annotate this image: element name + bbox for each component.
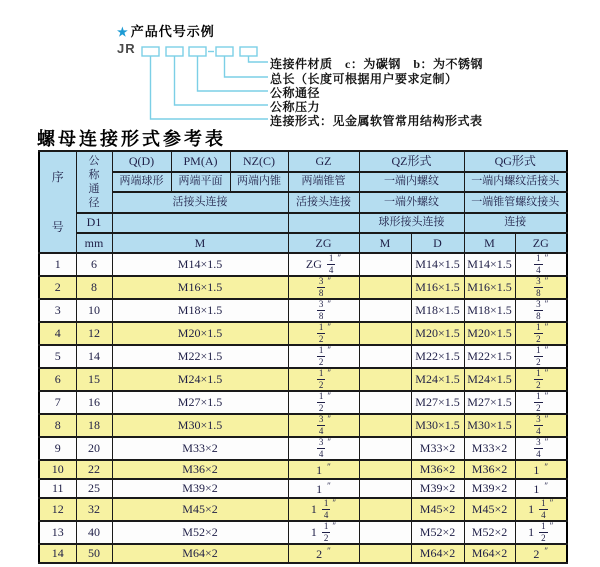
inch-mark: ″ (332, 498, 337, 508)
code-label-material: 连接件材质 c：为碳钢 b：为不锈钢 (270, 57, 484, 71)
inch-mark: ″ (544, 276, 549, 286)
inch-mark: ″ (544, 299, 549, 309)
inch-mark: ″ (544, 414, 549, 424)
header-col-pm: PM(A) (171, 151, 230, 172)
fraction: $\frac{3}{4}$ (318, 414, 324, 436)
cell-qg-m: M27×1.5 (464, 391, 515, 414)
cell-gz (288, 437, 359, 460)
code-label-length: 总长（长度可根据用户要求定制） (270, 72, 458, 86)
cell-qz-m (359, 521, 411, 544)
cell-qg-zg (515, 521, 567, 544)
star-icon: ★ (117, 25, 129, 39)
code-prefix: JR (117, 41, 136, 56)
table-row (39, 368, 567, 391)
fraction: $\frac{1}{2}$ (536, 368, 541, 390)
fraction: $\frac{3}{8}$ (536, 299, 541, 321)
cell-qz-d: M64×2 (411, 544, 464, 563)
header-unit-qz-m: M (359, 233, 411, 253)
cell-qg-zg (515, 322, 567, 345)
cell-qg-zg (515, 498, 567, 521)
cell-m: M33×2 (112, 437, 288, 460)
table-row (39, 414, 567, 437)
cell-qz-m (359, 479, 411, 498)
header-union-gz: 活接头连接 (288, 192, 359, 213)
cell-qg-m: M14×1.5 (464, 253, 515, 276)
header-col-nz: NZ(C) (230, 151, 288, 172)
header-row-2 (39, 172, 567, 193)
cell-no: 1 (39, 253, 76, 276)
cell-qz-m (359, 437, 411, 460)
cell-m: M14×1.5 (112, 253, 288, 276)
header-col-qz: QZ形式 (359, 151, 464, 172)
cell-qz-d: M33×2 (411, 437, 464, 460)
cell-gz (288, 460, 359, 479)
cell-qg-m: M33×2 (464, 437, 515, 460)
value-text: 1 (316, 462, 326, 477)
fraction: $\frac{1}{2}$ (318, 391, 324, 413)
cell-qz-m (359, 391, 411, 414)
cell-qz-d: M30×1.5 (411, 414, 464, 437)
cell-m: M27×1.5 (112, 391, 288, 414)
cell-no: 14 (39, 544, 76, 563)
code-label-pressure: 公称压力 (270, 100, 321, 114)
fraction: $\frac{1}{2}$ (318, 322, 324, 344)
connector-line-form (151, 56, 269, 119)
cell-qz-m (359, 253, 411, 276)
cell-m: M30×1.5 (112, 414, 288, 437)
header-sub-gz: 两端锥管 (288, 172, 359, 193)
fraction: $\frac{1}{4}$ (328, 253, 334, 275)
inch-mark: ″ (544, 437, 549, 447)
cell-no: 8 (39, 414, 76, 437)
cell-qz-m (359, 498, 411, 521)
header-ball-joint-qz: 球形接头连接 (359, 213, 464, 233)
inch-mark: ″ (327, 480, 331, 491)
cell-qz-d: M14×1.5 (411, 253, 464, 276)
cell-qz-d: M36×2 (411, 460, 464, 479)
cell-qg-m: M45×2 (464, 498, 515, 521)
cell-no: 12 (39, 498, 76, 521)
connector-line-diameter (198, 56, 269, 91)
code-label-form: 连接形式：见金属软管常用结构形式表 (270, 114, 483, 128)
cell-dn: 16 (76, 391, 112, 414)
fraction: $\frac{3}{4}$ (536, 414, 541, 436)
table-body (39, 253, 567, 563)
inch-mark: ″ (549, 498, 554, 508)
header-connect-qg: 连接 (464, 213, 567, 233)
inch-mark: ″ (327, 322, 332, 332)
cell-qg-m: M18×1.5 (464, 299, 515, 322)
header-dn: 公称通径 (76, 151, 112, 213)
header-mm: mm (76, 233, 112, 253)
header-union-qpmnz: 活接头连接 (112, 192, 288, 213)
cell-gz (288, 299, 359, 322)
inch-mark: ″ (544, 391, 549, 401)
cell-qg-zg (515, 460, 567, 479)
inch-mark: ″ (332, 521, 337, 531)
header-row-5 (39, 233, 567, 253)
inch-mark: ″ (544, 545, 549, 556)
header-taper-joint-qg: 一端锥管螺纹接头 (464, 192, 567, 213)
cell-no: 9 (39, 437, 76, 460)
code-box-3 (189, 47, 206, 56)
cell-no: 6 (39, 368, 76, 391)
table-row (39, 498, 567, 521)
cell-gz (288, 253, 359, 276)
cell-m: M52×2 (112, 521, 288, 544)
cell-qg-m: M22×1.5 (464, 345, 515, 368)
cell-gz (288, 276, 359, 299)
cell-qg-zg (515, 414, 567, 437)
inch-mark: ″ (549, 521, 554, 531)
table-row (39, 544, 567, 563)
diagram-title (117, 21, 215, 40)
cell-dn: 32 (76, 498, 112, 521)
cell-qz-d: M18×1.5 (411, 299, 464, 322)
cell-m: M45×2 (112, 498, 288, 521)
cell-no: 2 (39, 276, 76, 299)
table-row (39, 299, 567, 322)
cell-dn: 18 (76, 414, 112, 437)
cell-qz-m (359, 368, 411, 391)
value-text: 1 (528, 525, 538, 540)
cell-dn: 10 (76, 299, 112, 322)
cell-qz-d: M52×2 (411, 521, 464, 544)
cell-qz-m (359, 345, 411, 368)
header-row-1 (39, 151, 567, 172)
inch-mark: ″ (544, 461, 549, 472)
value-text: 1 (310, 525, 320, 540)
inch-mark: ″ (544, 480, 549, 491)
value-text: 1 (533, 462, 543, 477)
header-d1: D1 (76, 213, 112, 233)
header-sub-q: 两端球形 (112, 172, 171, 193)
header-col-q: Q(D) (112, 151, 171, 172)
cell-qz-m (359, 276, 411, 299)
inch-mark: ″ (327, 368, 332, 378)
header-sub-qz: 一端内螺纹 (359, 172, 464, 193)
inch-mark: ″ (327, 545, 331, 556)
header-empty-gz (288, 213, 359, 233)
header-unit-zg: ZG (288, 233, 359, 253)
connector-line-pressure (175, 56, 269, 105)
fraction: $\frac{1}{2}$ (536, 391, 541, 413)
product-code-diagram (0, 0, 600, 134)
cell-qz-m (359, 322, 411, 345)
inch-mark: ″ (327, 345, 332, 355)
cell-qg-zg (515, 253, 567, 276)
value-text: ZG (305, 257, 325, 272)
header-ext-thread-qz: 一端外螺纹 (359, 192, 464, 213)
fraction: $\frac{3}{8}$ (536, 276, 541, 298)
fraction: $\frac{1}{2}$ (541, 521, 546, 543)
cell-qz-d: M16×1.5 (411, 276, 464, 299)
cell-gz (288, 414, 359, 437)
inch-mark: ″ (327, 299, 332, 309)
cell-qg-zg (515, 544, 567, 563)
table-row (39, 391, 567, 414)
header-col-qg: QG形式 (464, 151, 567, 172)
header-empty-qpmnz (112, 213, 288, 233)
cell-qg-m: M24×1.5 (464, 368, 515, 391)
inch-mark: ″ (327, 437, 332, 447)
header-sub-pm: 两端平面 (171, 172, 230, 193)
connector-line-length (225, 56, 269, 77)
fraction: $\frac{1}{4}$ (323, 498, 329, 520)
fraction: $\frac{1}{2}$ (536, 345, 541, 367)
cell-qg-m: M64×2 (464, 544, 515, 563)
inch-mark: ″ (327, 276, 332, 286)
header-sub-qg: 一端内螺纹活接头 (464, 172, 567, 193)
fraction: $\frac{3}{8}$ (318, 299, 324, 321)
cell-qz-d: M39×2 (411, 479, 464, 498)
cell-qg-zg (515, 479, 567, 498)
cell-qg-m: M52×2 (464, 521, 515, 544)
fraction: $\frac{1}{4}$ (541, 498, 546, 520)
cell-qz-m (359, 460, 411, 479)
fraction: $\frac{1}{2}$ (318, 345, 324, 367)
value-text: 1 (316, 481, 326, 496)
code-label-diameter: 公称通径 (270, 86, 321, 100)
header-unit-m: M (112, 233, 288, 253)
fraction: $\frac{1}{4}$ (536, 253, 541, 275)
cell-qg-m: M39×2 (464, 479, 515, 498)
cell-qg-zg (515, 345, 567, 368)
cell-qg-zg (515, 437, 567, 460)
connector-line-material (249, 56, 269, 62)
table-row (39, 521, 567, 544)
cell-gz (288, 391, 359, 414)
cell-qz-d: M20×1.5 (411, 322, 464, 345)
table-row (39, 460, 567, 479)
fraction: $\frac{3}{8}$ (318, 276, 324, 298)
cell-gz (288, 479, 359, 498)
cell-qz-m (359, 299, 411, 322)
cell-qg-m: M20×1.5 (464, 322, 515, 345)
fraction: $\frac{3}{4}$ (536, 437, 541, 459)
cell-no: 11 (39, 479, 76, 498)
cell-m: M64×2 (112, 544, 288, 563)
cell-gz (288, 498, 359, 521)
header-sub-nz: 两端内锥 (230, 172, 288, 193)
cell-qg-zg (515, 368, 567, 391)
value-text: 2 (533, 546, 543, 561)
cell-m: M18×1.5 (112, 299, 288, 322)
cell-qz-d: M22×1.5 (411, 345, 464, 368)
cell-m: M36×2 (112, 460, 288, 479)
code-box-5 (240, 47, 257, 56)
cell-dn: 20 (76, 437, 112, 460)
value-text: 1 (533, 481, 543, 496)
inch-mark: ″ (327, 391, 332, 401)
cell-gz (288, 544, 359, 563)
table-row (39, 253, 567, 276)
fraction: $\frac{1}{2}$ (318, 368, 324, 390)
inch-mark: ″ (337, 253, 342, 263)
cell-m: M39×2 (112, 479, 288, 498)
cell-qg-m: M30×1.5 (464, 414, 515, 437)
inch-mark: ″ (327, 414, 332, 424)
cell-dn: 12 (76, 322, 112, 345)
value-text: 1 (528, 502, 538, 517)
cell-gz (288, 345, 359, 368)
cell-qz-d: M24×1.5 (411, 368, 464, 391)
cell-dn: 14 (76, 345, 112, 368)
inch-mark: ″ (544, 253, 549, 263)
cell-dn: 50 (76, 544, 112, 563)
table-title: 螺母连接形式参考表 (37, 129, 226, 150)
cell-qz-m (359, 414, 411, 437)
cell-dn: 6 (76, 253, 112, 276)
reference-table (38, 150, 568, 564)
cell-no: 13 (39, 521, 76, 544)
cell-gz (288, 521, 359, 544)
cell-qg-m: M16×1.5 (464, 276, 515, 299)
code-box-1 (142, 47, 159, 56)
header-row-3 (39, 192, 567, 213)
cell-qg-zg (515, 299, 567, 322)
table-row (39, 479, 567, 498)
cell-m: M22×1.5 (112, 345, 288, 368)
cell-qz-d: M45×2 (411, 498, 464, 521)
cell-qg-zg (515, 276, 567, 299)
cell-qg-m: M36×2 (464, 460, 515, 479)
inch-mark: ″ (544, 368, 549, 378)
cell-gz (288, 322, 359, 345)
header-unit-qz-d: D (411, 233, 464, 253)
diagram-title-text: 产品代号示例 (130, 24, 215, 39)
table-header (39, 151, 567, 253)
cell-dn: 8 (76, 276, 112, 299)
value-text: 2 (316, 546, 326, 561)
fraction: $\frac{3}{4}$ (318, 437, 324, 459)
cell-no: 7 (39, 391, 76, 414)
cell-qz-d: M27×1.5 (411, 391, 464, 414)
cell-dn: 40 (76, 521, 112, 544)
cell-qz-m (359, 544, 411, 563)
cell-gz (288, 368, 359, 391)
cell-no: 5 (39, 345, 76, 368)
fraction: $\frac{1}{2}$ (323, 521, 329, 543)
table-row (39, 322, 567, 345)
cell-no: 10 (39, 460, 76, 479)
cell-m: M20×1.5 (112, 322, 288, 345)
table-row (39, 437, 567, 460)
inch-mark: ″ (327, 461, 331, 472)
cell-no: 4 (39, 322, 76, 345)
cell-dn: 15 (76, 368, 112, 391)
inch-mark: ″ (544, 322, 549, 332)
inch-mark: ″ (544, 345, 549, 355)
table-row (39, 276, 567, 299)
cell-dn: 25 (76, 479, 112, 498)
cell-m: M16×1.5 (112, 276, 288, 299)
fraction: $\frac{1}{2}$ (536, 322, 541, 344)
header-col-gz: GZ (288, 151, 359, 172)
cell-no: 3 (39, 299, 76, 322)
table-row (39, 345, 567, 368)
cell-dn: 22 (76, 460, 112, 479)
header-unit-qg-m: M (464, 233, 515, 253)
value-text: 1 (310, 502, 320, 517)
code-box-2 (166, 47, 183, 56)
header-row-4 (39, 213, 567, 233)
cell-m: M24×1.5 (112, 368, 288, 391)
header-unit-qg-zg: ZG (515, 233, 567, 253)
header-seq: 序号 (39, 151, 76, 253)
cell-qg-zg (515, 391, 567, 414)
code-box-4 (216, 47, 233, 56)
